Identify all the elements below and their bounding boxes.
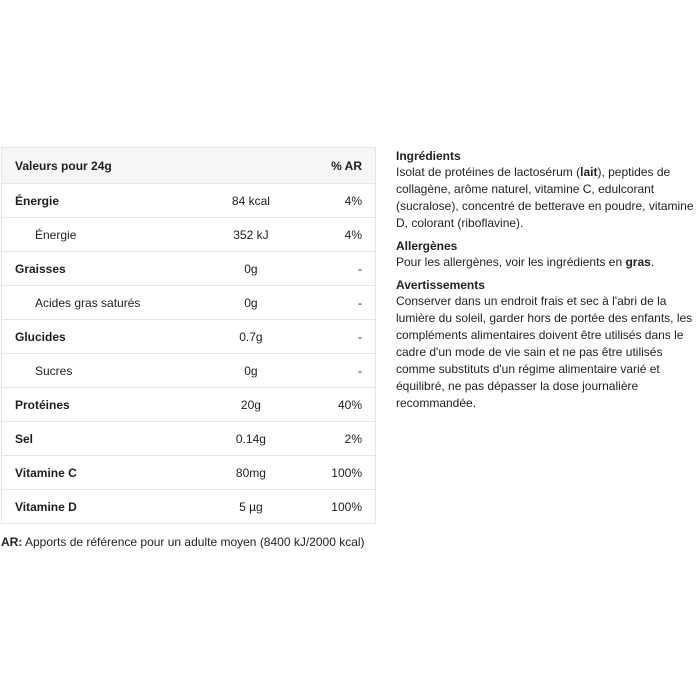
nutrient-name: Graisses	[2, 252, 208, 286]
nutrient-value: 20g	[207, 388, 295, 422]
nutrient-name: Vitamine C	[2, 456, 208, 490]
nutrient-value: 5 µg	[207, 490, 295, 524]
ar-abbreviation: AR:	[1, 535, 23, 549]
allergen-highlight: lait	[580, 165, 598, 179]
allergens-text	[396, 254, 696, 271]
ar-footnote	[1, 535, 365, 549]
nutrient-value: 84 kcal	[207, 184, 295, 218]
nutrient-value: 0.7g	[207, 320, 295, 354]
nutrient-ar: 100%	[295, 490, 376, 524]
table-row	[2, 354, 376, 388]
nutrient-ar: 2%	[295, 422, 376, 456]
allergens-title: Allergènes	[396, 239, 458, 253]
nutrition-table	[1, 147, 376, 524]
nutrient-ar: 4%	[295, 218, 376, 252]
allergens-text-part: .	[650, 255, 655, 269]
table-header-row	[2, 148, 376, 184]
nutrient-name: Glucides	[2, 320, 208, 354]
ingredients-text-part: ), peptides de collagène, arôme naturel, vitamine C, edulcorant (sucralose), concentré de betterave en poudre, vitamine D, colorant (riboflavine).	[396, 165, 694, 230]
nutrient-value: 0.14g	[207, 422, 295, 456]
nutrient-name: Sel	[2, 422, 208, 456]
table-row	[2, 320, 376, 354]
nutrient-value: 0g	[207, 286, 295, 320]
table-row	[2, 388, 376, 422]
nutrient-name: Protéines	[2, 388, 208, 422]
ar-definition: Apports de référence pour un adulte moyen (8400 kJ/2000 kcal)	[22, 535, 365, 549]
nutrient-name: Acides gras saturés	[2, 286, 208, 320]
nutrient-ar: -	[295, 286, 376, 320]
warnings-title: Avertissements	[396, 278, 485, 292]
allergens-section	[396, 238, 696, 271]
nutrient-ar: 40%	[295, 388, 376, 422]
nutrient-name: Sucres	[2, 354, 208, 388]
nutrient-value: 352 kJ	[207, 218, 295, 252]
header-serving-label: Valeurs pour 24g	[2, 148, 208, 184]
header-value-label	[207, 148, 295, 184]
nutrient-ar: -	[295, 252, 376, 286]
table-row	[2, 218, 376, 252]
table-row	[2, 286, 376, 320]
ingredients-text-part: Isolat de protéines de lactosérum (	[396, 165, 581, 179]
nutrient-ar: 100%	[295, 456, 376, 490]
table-row	[2, 252, 376, 286]
header-ar-label: % AR	[295, 148, 376, 184]
product-info-panel	[396, 148, 696, 422]
nutrient-ar: -	[295, 354, 376, 388]
table-row	[2, 456, 376, 490]
allergens-text-part: Pour les allergènes, voir les ingrédients en	[396, 255, 626, 269]
allergens-highlight: gras	[625, 255, 651, 269]
nutrient-ar: 4%	[295, 184, 376, 218]
nutrient-value: 0g	[207, 252, 295, 286]
table-row	[2, 490, 376, 524]
ingredients-text	[396, 164, 696, 232]
nutrient-name: Vitamine D	[2, 490, 208, 524]
ingredients-title: Ingrédients	[396, 149, 461, 163]
table-row	[2, 422, 376, 456]
warnings-section	[396, 277, 696, 412]
warnings-text: Conserver dans un endroit frais et sec à l'abri de la lumière du soleil, garder hors de portée des enfants, les compléments alimentaires doivent être utilisés dans le cadre d'un mode de vie sain et ne pas être utilisés comme substituts d'un régime alimentaire varié et équilibré, ne pas dépasser la dose journalière recommandée.	[396, 294, 693, 410]
nutrient-name: Énergie	[2, 218, 208, 252]
table-row	[2, 184, 376, 218]
ingredients-section	[396, 148, 696, 232]
nutrient-name: Énergie	[2, 184, 208, 218]
nutrient-value: 0g	[207, 354, 295, 388]
nutrient-ar: -	[295, 320, 376, 354]
nutrient-value: 80mg	[207, 456, 295, 490]
